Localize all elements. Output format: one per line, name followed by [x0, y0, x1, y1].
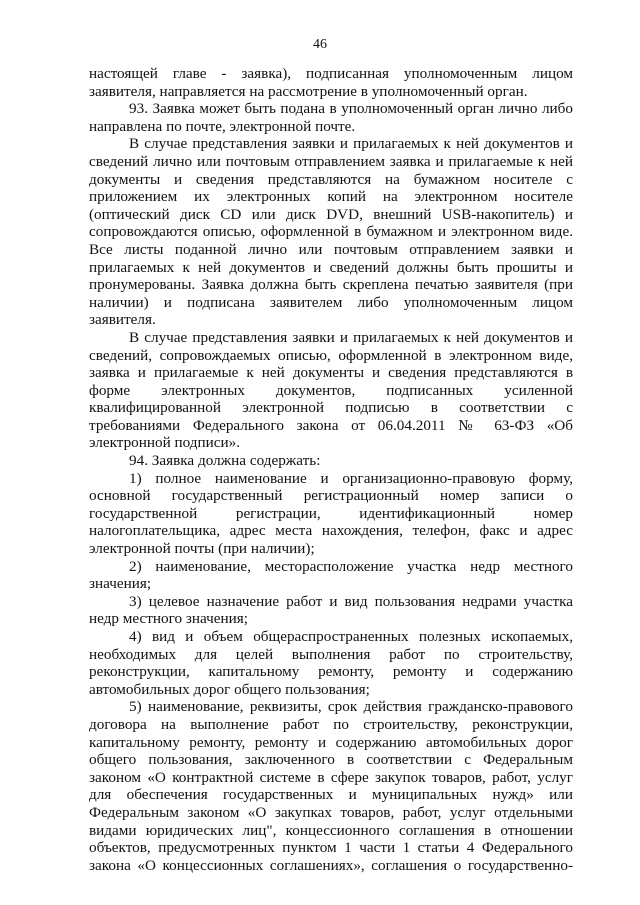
list-item-5: 5) наименование, реквизиты, срок действия гражданско-правового договора на выполнение работ по строительству, реконструкции, капитальному ремонту, ремонту и содержанию автомобильных дорог общего пользования, заключенного в соответствии с Федеральным законом «О контрактной системе в сфере закупок товаров, работ, услуг для обеспечения государственных и муниципальных нужд» или Федеральным законом «О закупках товаров, работ, услуг отдельными видами юридических лиц", концессионного соглашения в отношении объектов, предусмотренных пунктом 1 части 1 статьи 4 Федерального закона «О концессионных соглашениях», соглашения о государственно-: [89, 698, 573, 874]
paragraph-item-94: 94. Заявка должна содержать:: [129, 452, 321, 470]
paragraph-item-93: 93. Заявка может быть подана в уполномоченный орган лично либо направлена по почте, электронной почте.: [89, 100, 573, 135]
list-item-2: 2) наименование, месторасположение участка недр местного значения;: [89, 557, 573, 593]
list-item-3: 3) целевое назначение работ и вид пользования недрами участка недр местного значения;: [89, 592, 573, 628]
list-item-4: 4) вид и объем общераспространенных полезных ископаемых, необходимых для целей выполнения работ по строительству, реконструкции, капитальному ремонту, ремонту и содержанию автомобильных дорог общего пользования;: [89, 628, 573, 698]
paragraph-continuation: настоящей главе - заявка), подписанная уполномоченным лицом заявителя, направляется на рассмотрение в уполномоченный орган.: [89, 65, 573, 100]
page-number: 46: [313, 37, 327, 52]
document-body: [89, 65, 573, 874]
list-item-1: 1) полное наименование и организационно-правовую форму, основной государственный регистрационный номер записи о государственной регистрации, идентификационный номер налогоплательщика, адрес места нахождения, телефон, факс и адрес электронной почты (при наличии);: [89, 469, 573, 558]
paragraph-electronic-submission: В случае представления заявки и прилагаемых к ней документов и сведений, сопровождаемых описью, оформленной в электронном виде, заявка и прилагаемые к ней документы и сведения представляются в форме электронных документов, подписанных усиленной квалифицированной электронной подписью в соответствии с требованиями Федерального закона от 06.04.2011 № 63-ФЗ «Об электронной подписи».: [89, 328, 573, 452]
paragraph-paper-submission: В случае представления заявки и прилагаемых к ней документов и сведений лично или почтовым отправлением заявка и прилагаемые к ней документы и сведения представляются на бумажном носителе с приложением их электронных копий на электронном носителе (оптический диск CD или диск DVD, внешний USB-накопитель) и сопровождаются описью, оформленной в бумажном и электронном виде. Все листы поданной лично или почтовым отправлением заявки и прилагаемых к ней документов и сведений должны быть прошиты и пронумерованы. Заявка должна быть скреплена печатью заявителя (при наличии) и подписана заявителем либо уполномоченным лицом заявителя.: [89, 135, 573, 329]
